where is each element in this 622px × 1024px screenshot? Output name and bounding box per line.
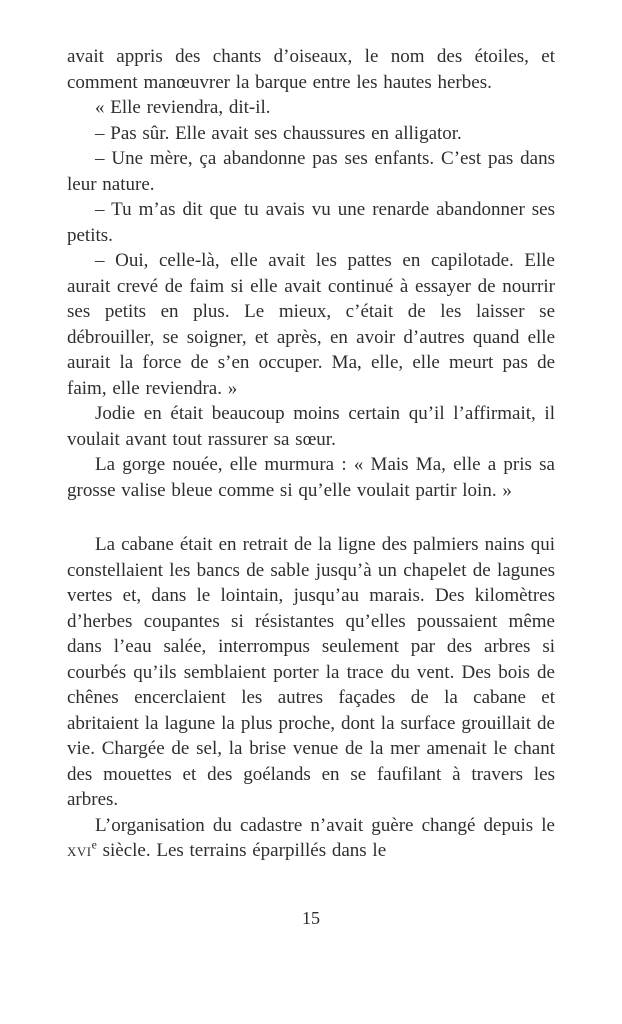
- paragraph-section-start: La cabane était en retrait de la ligne des palmiers nains qui constellaient les bancs de sable jusqu’à un chapelet de lagunes vertes et, dans le lointain, jusqu’au marais. Des kilomètres d’herbes coupantes si résistantes qu’elles poussaient même dans l’eau salée, interrompus seulement par des arbres si courbés qu’ils semblaient porter la trace du vent. Des bois de chênes encerclaient les autres façades de la cabane et abritaient la lagune la plus proche, dont la surface grouillait de vie. Chargée de sel, la brise venue de la mer amenait le chant des mouettes et des goélands en se faufilant à travers les arbres.: [67, 534, 555, 810]
- final-paragraph-after: siècle. Les terrains éparpillés dans le: [96, 840, 387, 861]
- page-number: 15: [302, 908, 320, 928]
- text-block: [67, 44, 555, 864]
- dialogue-line: – Tu m’as dit que tu avais vu une renarde abandonner ses petits.: [67, 199, 555, 246]
- paragraph: Jodie en était beaucoup moins certain qu’il l’affirmait, il voulait avant tout rassurer sa sœur.: [67, 403, 555, 450]
- dialogue-line: – Oui, celle-là, elle avait les pattes en capilotade. Elle aurait crevé de faim si elle avait continué à essayer de nourrir ses petits en plus. Le mieux, c’était de les laisser se débrouiller, se soigner, et après, en avoir d’autres quand elle aurait la force de s’en occuper. Ma, elle, elle meurt pas de faim, elle reviendra. »: [67, 250, 555, 399]
- dialogue-line: « Elle reviendra, dit-il.: [95, 97, 271, 118]
- paragraph-continuation: avait appris des chants d’oiseaux, le nom des étoiles, et comment manœuvrer la barque entre les hautes herbes.: [67, 46, 555, 93]
- paragraph-final: [67, 813, 555, 864]
- century-superscript: e: [91, 838, 97, 852]
- century-smallcaps: xvi: [67, 840, 92, 861]
- dialogue-line: – Une mère, ça abandonne pas ses enfants. C’est pas dans leur nature.: [67, 148, 555, 195]
- paragraph: La gorge nouée, elle murmura : « Mais Ma, elle a pris sa grosse valise bleue comme si qu’elle voulait partir loin. »: [67, 454, 555, 501]
- final-paragraph-before: L’organisation du cadastre n’avait guère changé depuis le: [95, 814, 555, 836]
- dialogue-line: – Pas sûr. Elle avait ses chaussures en alligator.: [95, 122, 462, 144]
